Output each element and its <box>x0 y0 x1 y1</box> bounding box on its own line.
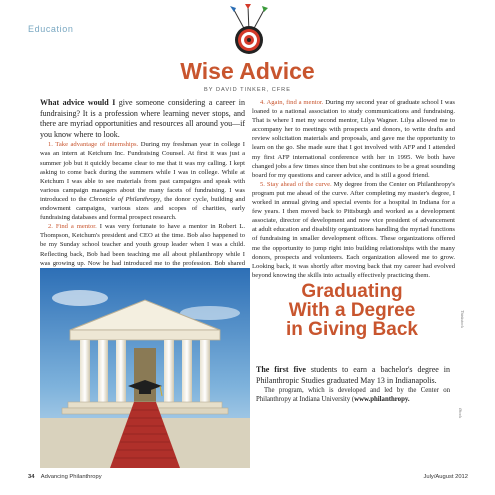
tip-2-heading: 2. Find a mentor. <box>48 223 97 231</box>
temple-image <box>40 268 250 468</box>
publication-name: Advancing Philanthropy <box>40 474 102 480</box>
tip-5-heading: 5. Stay ahead of the curve. <box>260 180 332 188</box>
tip-4-heading: 4. Again, find a mentor. <box>260 99 324 106</box>
tip-4-text: During my second year of graduate school I was loaned to a national association to study communications and fundraising. That is where I met my second mentor, Lilya Wagner. Lilya allowed me to accompany her to meetings with prospects and donors, to write drafts and review solicitation materials and proposals, and gave me the opportunity to learn on the go. She made sure that I got involved with AFP and I attended my first AFP international conference with her in 1995. We both have changed jobs a few times since then but she continues to be a great sounding board for my questions and career advice, and is still a good friend. <box>252 99 455 179</box>
page-number: 34 <box>28 474 35 480</box>
tip-1-italic: Chronicle of Philanthropy <box>89 195 161 203</box>
sidebar-lead-bold: The first five <box>256 365 306 374</box>
graduation-illustration <box>40 268 250 468</box>
photo-credit-2: iStock <box>458 408 463 419</box>
sidebar-title-line-2: With a Degree <box>288 300 416 321</box>
tip-5 <box>252 180 455 280</box>
tip-1-end: , the donor cycle, building and endowment campaigns, various sizes and scopes of charities, early fundraising databases and formal prospect research. <box>40 195 246 222</box>
dartboard-icon <box>226 4 270 56</box>
photo-credit-1: Thinkstock <box>460 310 465 328</box>
issue-date: July/August 2012 <box>423 474 468 480</box>
tip-1-text: During my freshman year in college I was an intern at Ketchum Inc. Fundraising Counsel. At first it was just a summer job but it quickly became clear to me that it was my calling. I kept asking to come back during the summers while I was in college. While at Ketchum I was able to see materials from past campaigns and speak with various campaign managers about the many facets of fundraising. I was introduced to the <box>40 141 245 203</box>
lead-bold: What advice would I <box>40 98 116 107</box>
sidebar-lead-rest: students to earn a bachelor's degree in Philanthropic Studies graduated May 13 in Indianapolis. <box>256 365 450 385</box>
sidebar-lead <box>256 365 450 386</box>
sidebar-title <box>254 282 450 339</box>
article-byline: BY DAVID TINKER, CFRE <box>204 87 291 93</box>
tip-1 <box>40 140 245 222</box>
page-footer <box>28 474 468 480</box>
sidebar-title-line-1: Graduating <box>301 281 403 302</box>
tip-4 <box>252 98 455 180</box>
article-lead <box>40 98 245 140</box>
sidebar-paragraph-text: The program, which is developed and led by the Center on Philanthropy at Indiana University ( <box>256 387 450 403</box>
tip-1-heading: 1. Take advantage of internships. <box>48 141 139 149</box>
tip-5-text: My degree from the Center on Philanthropy's program put me ahead of the curve. After completing my master's degree, I worked in annual giving and special events for a hospital in Indiana for a few years. I then moved back to Pittsburgh and worked as a development associate, director of development and now vice president of advancement at adult education and disability organizations handling the myriad functions of fundraising in smaller development offices. These organizations offered me the opportunity to jump right into building relationships with the many donors, prospects and volunteers. Each organization allowed me to grow. Looking back, it was shortly after moving back that my career had evolved beyond knowing the skills into actually effectively practicing them. <box>252 180 455 279</box>
tip-2-text: I was very fortunate to have a mentor in Robert L. Thompson, Ketchum's president and CEO at the time. Bob also happened to be my Sunday school teacher and youth group leader when I was a child. Reflecting back, Bob had been teaching me all about philanthropy while I was growing up. Now he had introduced me to the profession. Bob shared <box>40 223 245 267</box>
article-title: Wise Advice <box>180 58 315 84</box>
article-column-2 <box>252 98 455 280</box>
sidebar-paragraph <box>256 386 450 404</box>
sidebar-url: www.philanthropy. <box>354 396 410 403</box>
sidebar-title-line-3: in Giving Back <box>286 319 418 340</box>
lead-rest: give someone considering a career in fundraising? It is a profession where learning never stops, and there are myriad opportunities and resources all around you—if you know where to look. <box>40 98 246 139</box>
sidebar-column <box>256 365 450 404</box>
section-label: Education <box>28 24 74 34</box>
